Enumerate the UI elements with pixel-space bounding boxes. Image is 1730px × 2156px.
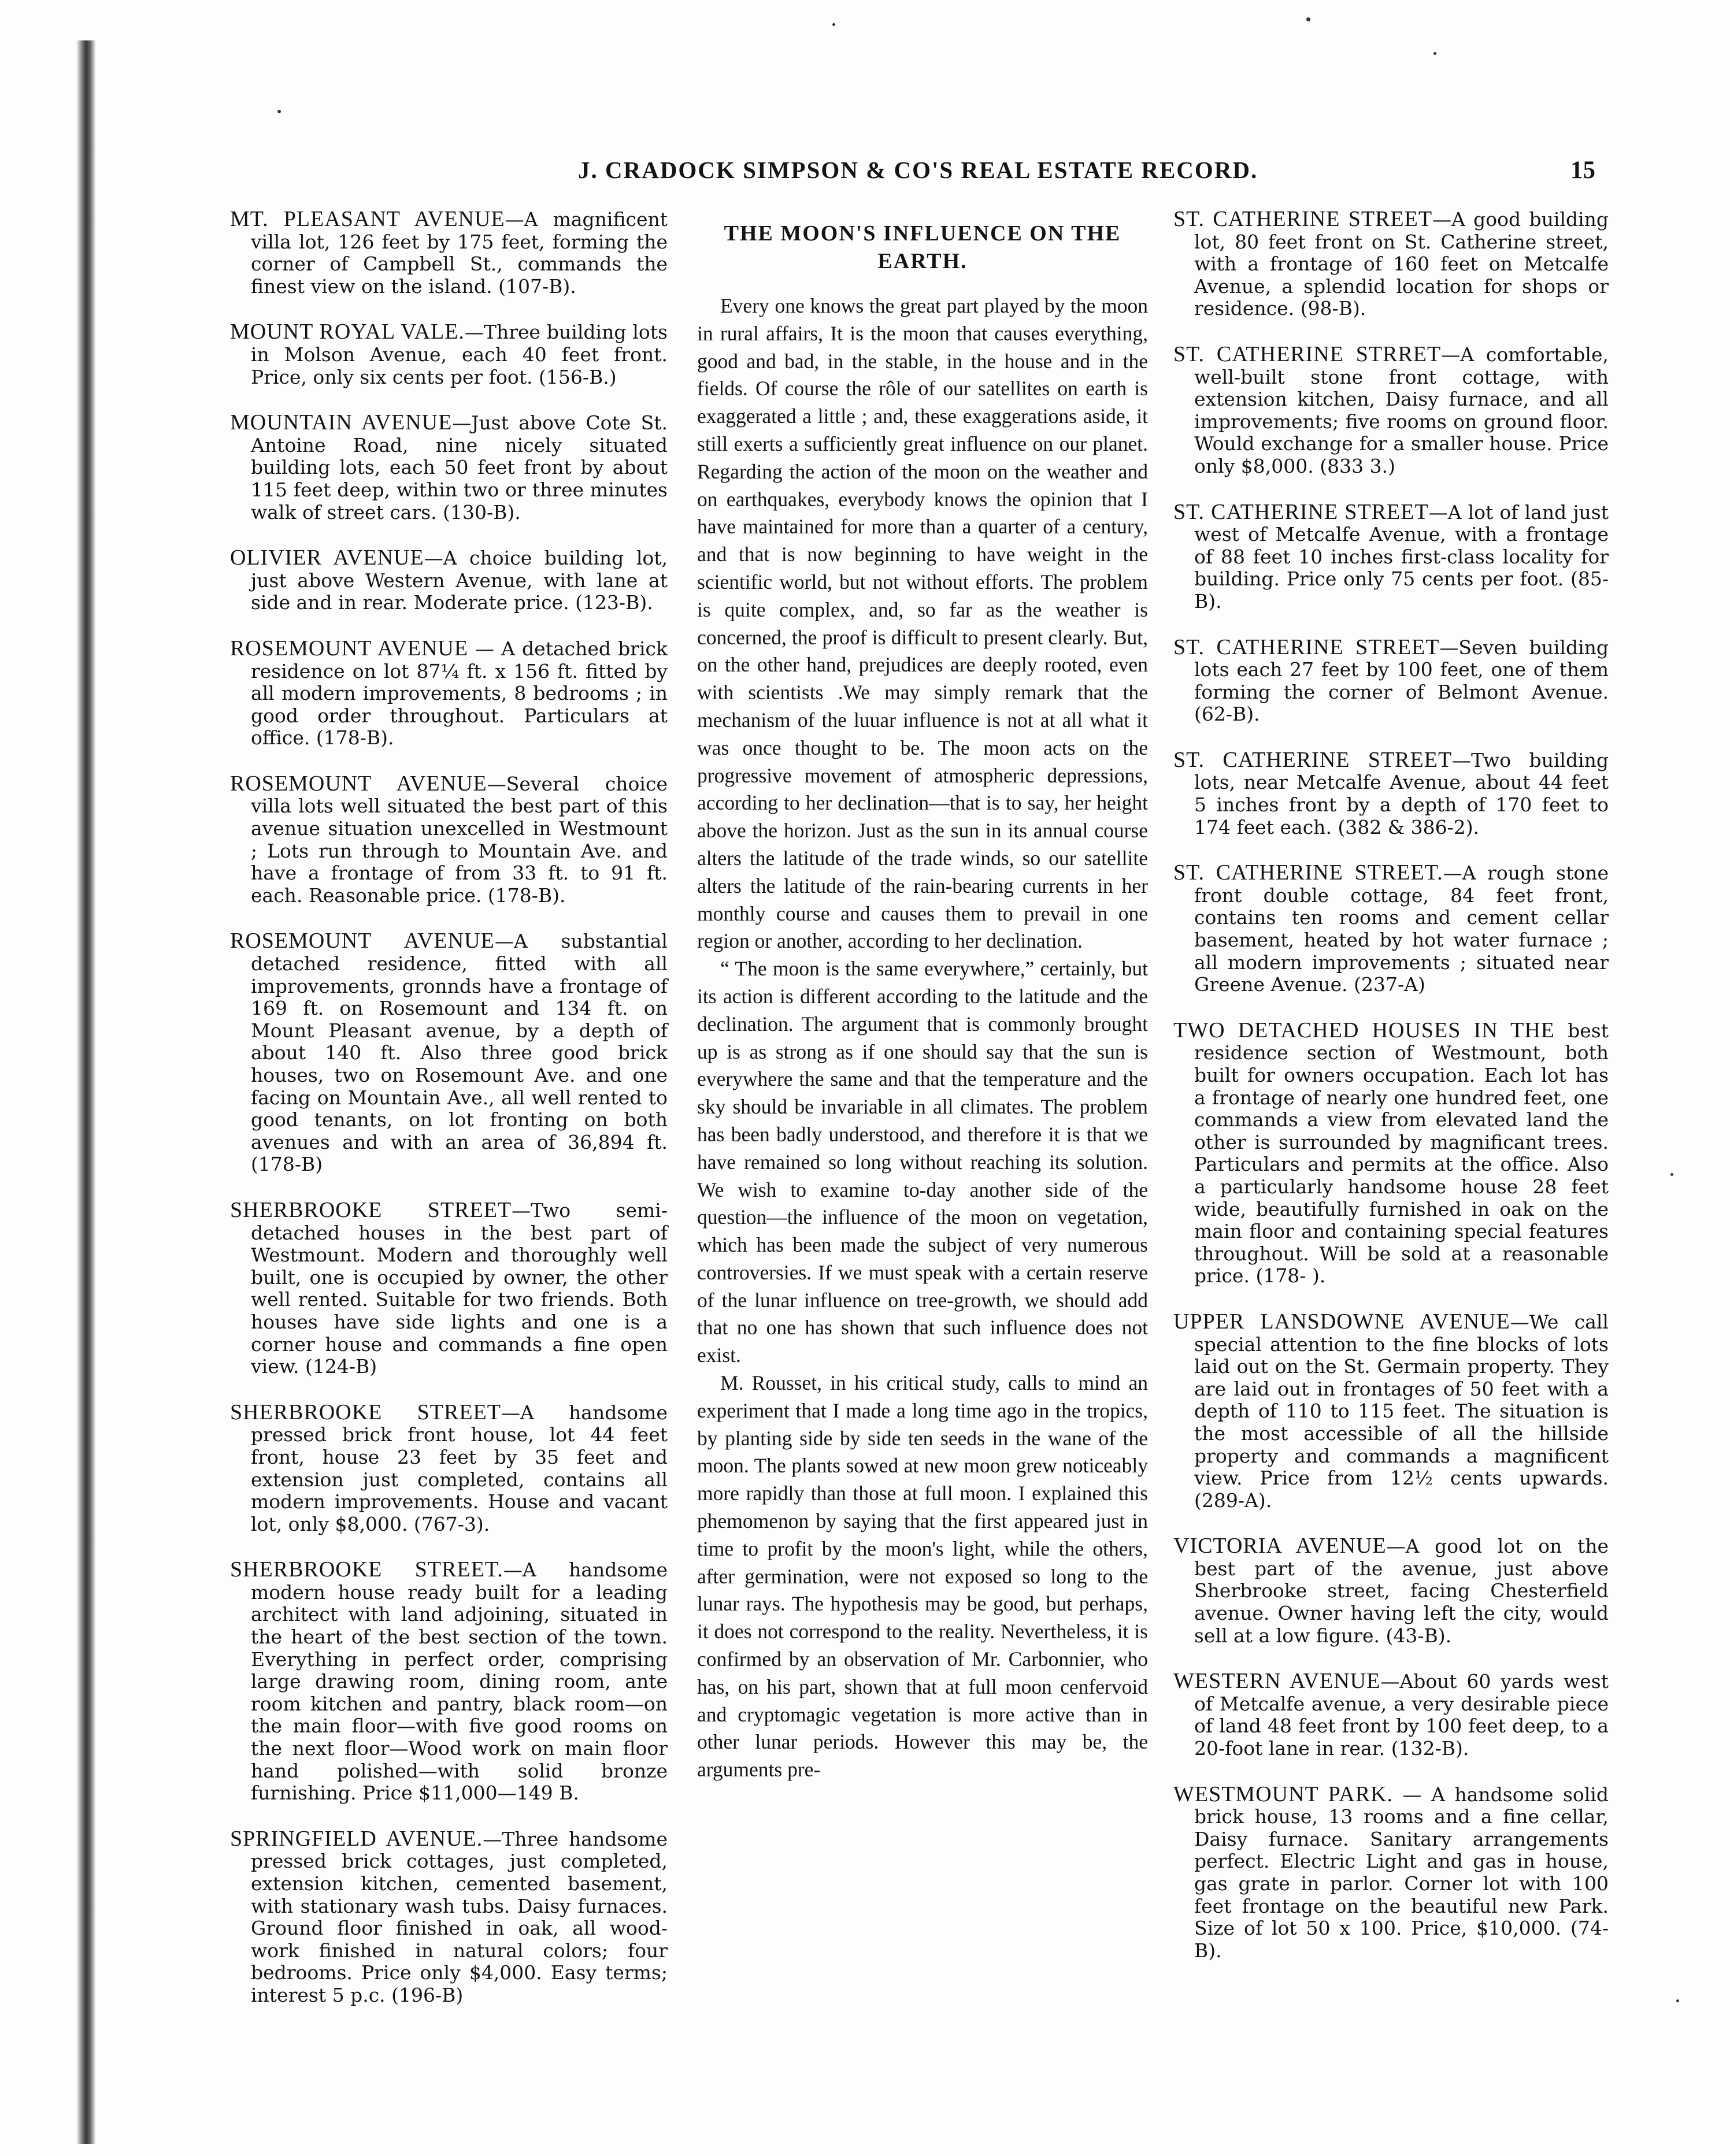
listing-body: —A magnificent villa lot, 126 feet by 175 feet, forming the corner of Campbell St., commands the finest view on the island. (107-B). xyxy=(251,208,668,298)
listing-heading: SPRINGFIELD AVENUE. xyxy=(230,1826,483,1851)
left-listings-column xyxy=(230,208,668,2030)
listing-body: —Three building lots in Molson Avenue, each 40 feet front. Price, only six cents per foot. (156-B.) xyxy=(251,321,668,388)
listing-heading: ROSEMOUNT AVENUE xyxy=(230,929,495,953)
listing xyxy=(1173,1535,1609,1647)
listing xyxy=(230,1401,668,1536)
article-column xyxy=(697,220,1148,1784)
listing-heading: WESTERN AVENUE xyxy=(1173,1669,1381,1694)
listing-body: — A handsome solid brick house, 13 rooms and a fine cellar, Daisy furnace. Sanitary arrangements perfect. Electric Light and gas in house, gas grate in parlor. Corner lot with 100 feet frontage on the beautiful new Park. Size of lot 50 x 100. Price, $10,000. (74-B). xyxy=(1194,1783,1609,1962)
listing-body: —Several choice villa lots well situated the best part of this avenue situation unexcelled in Westmount ; Lots run through to Mountain Ave. and have a frontage of from 33 ft. to 91 ft. each. Reasonable price. (178-B). xyxy=(251,772,668,907)
listing-heading: UPPER LANSDOWNE AVENUE xyxy=(1173,1309,1510,1334)
listing xyxy=(230,411,668,524)
listing-heading: SHERBROOKE STREET xyxy=(230,1197,512,1222)
listing xyxy=(1173,1670,1609,1760)
page-header xyxy=(578,156,1595,191)
listing-body: —A comfortable, well-built stone front cottage, with extension kitchen, Daisy furnace, and all improvements; five rooms on ground floor. Would exchange for a smaller house. Price only $8,000. (833 3.) xyxy=(1194,343,1609,477)
listing-heading: MT. PLEASANT AVENUE xyxy=(230,207,505,231)
article-paragraph: Every one knows the great part played by the moon in rural affairs, It is the moon that causes everything, good and bad, in the stable, in the house and in the fields. Of course the rôle of our satellites on earth is exaggerated a little ; and, these exaggerations aside, it still exerts a sufficiently great influence on our planet. Regarding the action of the moon on the weather and on earthquakes, everybody knows the opinion that I have maintained for more than a quarter of a century, and that is now beginning to have weight in the scientific world, but not without efforts. The problem is quite complex, and, so far as the weather is concerned, the proof is difficult to present clearly. But, on the other hand, prejudices are deeply rooted, even with scientists .We may simply remark that the mechanism of the luuar influence is not at all what it was once thought to be. The moon acts on the progressive movement of atmospheric depressions, according to her declination—that is to say, her height above the horizon. Just as the sun in its annual course alters the latitude of the trade winds, so our satellite alters the latitude of the rain-bearing currents in her monthly course and causes them to prevail in one region or another, according to her declination. xyxy=(697,294,1148,953)
listing-body: —A handsome pressed brick front house, lot 44 feet front, house 23 feet by 35 feet and extension just completed, contains all modern improvements. House and vacant lot, only $8,000. (767-3). xyxy=(251,1401,668,1535)
listing xyxy=(230,208,668,298)
listing-heading: SHERBROOKE STREET xyxy=(230,1400,501,1424)
scan-speck xyxy=(277,110,281,113)
listing-body: best residence section of Westmount, both built for owners occupation. Each lot has a frontage of nearly one hundred feet, one commands a view from elevated land the other is surrounded by magnificant trees. Particulars and permits at the office. Also a particularly handsome house 28 feet wide, beautifully furnished in oak on the main floor and containing special features throughout. Will be sold at a reasonable price. (178- ). xyxy=(1194,1019,1609,1287)
listing xyxy=(230,930,668,1176)
page-number: 15 xyxy=(1570,157,1595,184)
listing-heading: ST. CATHERINE STRRET xyxy=(1173,342,1442,366)
listing-body: —A choice building lot, just above Western Avenue, with lane at side and in rear. Moderate price. (123-B). xyxy=(251,547,668,614)
listing xyxy=(1173,749,1609,838)
listing xyxy=(1173,501,1609,613)
scan-speck xyxy=(1433,52,1436,55)
listing-body: —About 60 yards west of Metcalfe avenue, a very desirable piece of land 48 feet front by 100 feet deep, to a 20-foot lane in rear. (132-B). xyxy=(1194,1670,1609,1760)
listing-heading: ST. CATHERINE STREET. xyxy=(1173,860,1443,885)
scan-speck xyxy=(1676,1999,1679,2002)
listing xyxy=(1173,636,1609,726)
article-paragraph: M. Rousset, in his critical study, calls to mind an experiment that I made a long time ago in the tropics, by planting side by side ten seeds in the wane of the moon. The plants sowed at new moon grew noticeably more rapidly than those at full moon. I explained this phemomenon by saying that the first appeared just in time to profit by the moon's light, while the others, after germination, were not exposed so long to the lunar rays. The hypothesis may be good, but perhaps, it does not correspond to the reality. Nevertheless, it is confirmed by an observation of Mr. Carbonnier, who has, on his part, shown that at full moon cenfervoid and cryptomagic vegetation is more active than in other lunar periods. However this may be, the arguments pre- xyxy=(697,1371,1148,1782)
listing xyxy=(230,1828,668,2007)
listing-heading: MOUNTAIN AVENUE xyxy=(230,410,453,435)
listing-body: —A substantial detached residence, fitted with all improvements, gronnds have a frontage of 169 ft. on Rosemount and 134 ft. on Mount Pleasant avenue, by a depth of about 140 ft. Also three good brick houses, two on Rosemount Ave. and one facing on Mountain Ave., all well rented to good tenants, on lot fronting on both avenues and with an area of 36,894 ft. (178-B) xyxy=(251,930,668,1176)
listing xyxy=(230,547,668,614)
running-head: J. CRADOCK SIMPSON & CO'S REAL ESTATE RECORD. xyxy=(578,157,1258,183)
listing-heading: MOUNT ROYAL VALE. xyxy=(230,320,465,344)
scan-speck xyxy=(832,23,835,26)
listing xyxy=(230,321,668,388)
listing-body: — A detached brick residence on lot 87¼ ft. x 156 ft. fitted by all modern improvements, 8 bedrooms ; in good order throughout. Particulars at office. (178-B). xyxy=(251,637,668,749)
listing xyxy=(230,1558,668,1805)
listing-body: —A lot of land just west of Metcalfe Avenue, with a frontage of 88 feet 10 inches first-class locality for building. Price only 75 cents per foot. (85-B). xyxy=(1194,500,1609,613)
listing-body: —A good building lot, 80 feet front on St. Catherine street, with a frontage of 160 feet on Metcalfe Avenue, a splendid location for shops or residence. (98-B). xyxy=(1194,208,1609,320)
page-binding-edge xyxy=(76,40,96,2144)
listing-heading: TWO DETACHED HOUSES IN THE xyxy=(1173,1018,1555,1042)
listing-heading: ST. CATHERINE STREET xyxy=(1173,634,1440,659)
listing-body: —Two building lots, near Metcalfe Avenue, about 44 feet 5 inches front by a depth of 170 feet to 174 feet each. (382 & 386-2). xyxy=(1194,748,1609,838)
article-title: THE MOON'S INFLUENCE ON THE EARTH. xyxy=(724,221,1121,273)
listing-body: —Seven building lots each 27 feet by 100 feet, one of them forming the corner of Belmont Avenue. (62-B). xyxy=(1194,636,1609,726)
right-listings-column xyxy=(1173,208,1609,1985)
listing xyxy=(230,773,668,907)
listing-body: —Just above Cote St. Antoine Road, nine nicely situated building lots, each 50 feet front by about 115 feet deep, within two or three minutes walk of street cars. (130-B). xyxy=(251,411,668,524)
listing-heading: OLIVIER AVENUE xyxy=(230,546,424,570)
listing-body: —A good lot on the best part of the avenue, just above Sherbrooke street, facing Chesterfield avenue. Owner having left the city, would sell at a low figure. (43-B). xyxy=(1194,1535,1609,1647)
listing xyxy=(230,637,668,749)
listing xyxy=(1173,1311,1609,1512)
listing xyxy=(1173,862,1609,996)
listing xyxy=(1173,1019,1609,1287)
listing-heading: ROSEMOUNT AVENUE xyxy=(230,771,487,796)
listing xyxy=(230,1199,668,1378)
listing-body: —We call special attention to the fine blocks of lots laid out on the St. Germain property. They are laid out in frontages of 50 feet with a depth of 110 to 115 feet. The situation is the most accessible of all the hillside property and commands a magnificent view. Price from 12½ cents upwards. (289-A). xyxy=(1194,1310,1609,1512)
scan-speck xyxy=(1670,1173,1673,1176)
listing-body: —A handsome modern house ready built for a leading architect with land adjoining, situated in the heart of the best section of the town. Everything in perfect order, comprising large drawing room, dining room, ante room kitchen and pantry, black room—on the main floor—with five good rooms on the next floor—Wood work on main floor hand polished—with solid bronze furnishing. Price $11,000—149 B. xyxy=(251,1558,668,1805)
listing-body: —Three handsome pressed brick cottages, just completed, extension kitchen, cemented basement, with stationary wash tubs. Daisy furnaces. Ground floor finished in oak, all wood-work finished in natural colors; four bedrooms. Price only $4,000. Easy terms; interest 5 p.c. (196-B) xyxy=(251,1827,668,2006)
listing-heading: VICTORIA AVENUE xyxy=(1173,1534,1387,1558)
listing-heading: ST. CATHERINE STREET xyxy=(1173,747,1453,772)
listing-heading: WESTMOUNT PARK. xyxy=(1173,1782,1393,1806)
listing xyxy=(1173,1783,1609,1962)
listing xyxy=(1173,343,1609,478)
listing-heading: ROSEMOUNT AVENUE xyxy=(230,636,469,660)
scan-speck xyxy=(1306,17,1310,21)
article-paragraph: “ The moon is the same everywhere,” certainly, but its action is different according to the latitude and the declination. The argument that is commonly brought up is as strong as if one should say that the sun is everywhere the same and that the temperature and the sky should be invariable in all climates. The problem has been badly understood, and therefore it is that we have remained so long without reaching its solution. We wish to examine to-day another side of the question—the influence of the moon on vegetation, which has been made the subject of very numerous controversies. If we must speak with a certain reserve of the lunar influence on tree-growth, we should add that no one has shown that such influence does not exist. xyxy=(697,957,1148,1367)
listing xyxy=(1173,208,1609,320)
listing-body: —A rough stone front double cottage, 84 feet front, contains ten rooms and cement cellar basement, heated by hot water furnace ; all modern improvements ; situated near Greene Avenue. (237-A) xyxy=(1194,862,1609,996)
listing-heading: ST. CATHERINE STREET xyxy=(1173,499,1429,524)
listing-heading: SHERBROOKE STREET. xyxy=(230,1557,503,1582)
listing-heading: ST. CATHERINE STREET xyxy=(1173,207,1433,231)
listing-body: —Two semi-detached houses in the best part of Westmount. Modern and thoroughly well built, one is occupied by owner, the other well rented. Suitable for two friends. Both houses have side lights and one is a corner house and commands a fine open view. (124-B) xyxy=(251,1198,668,1378)
